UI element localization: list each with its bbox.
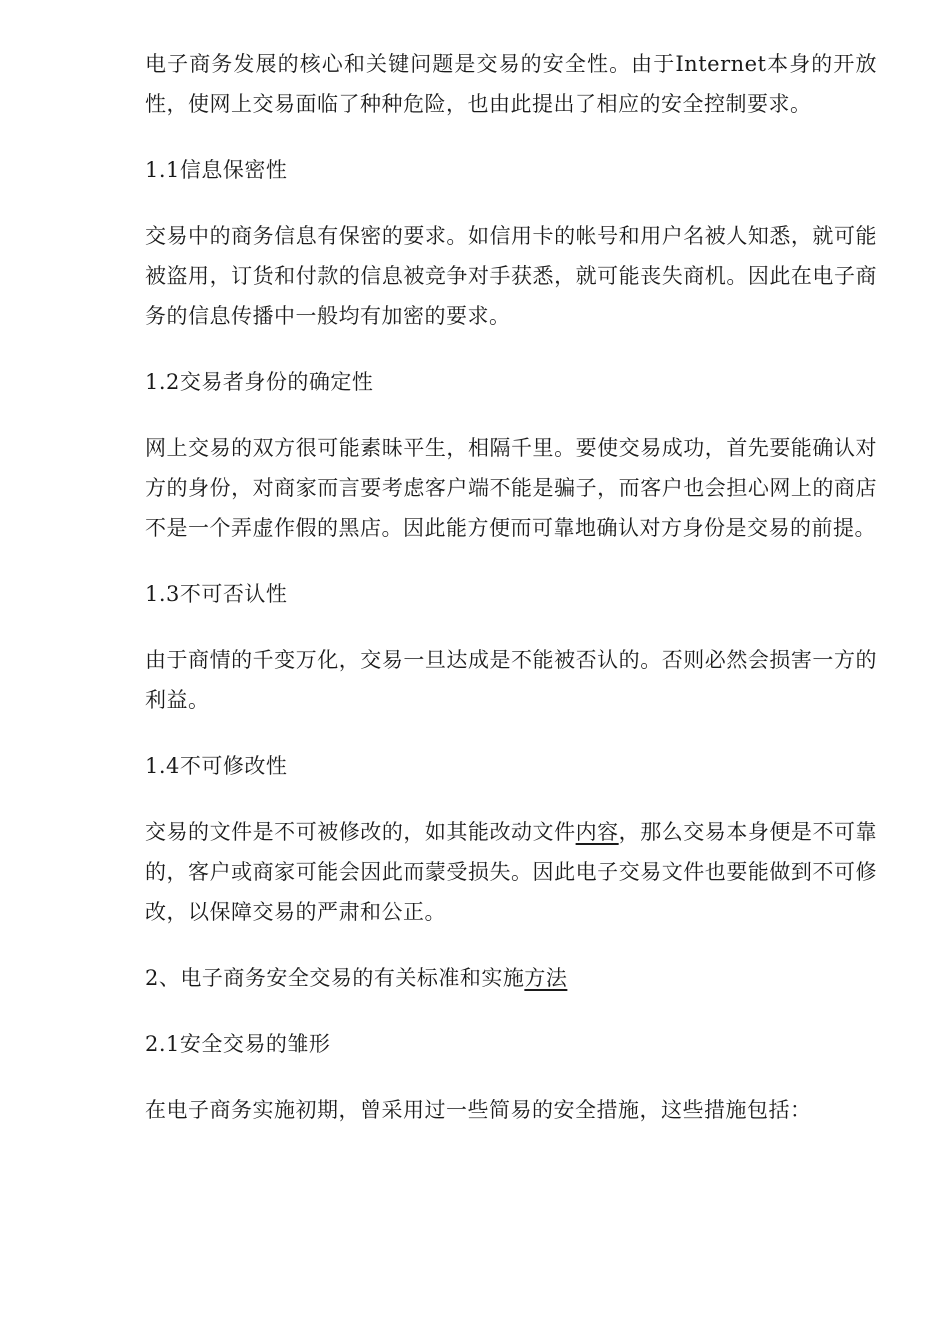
intro-paragraph: 电子商务发展的核心和关键问题是交易的安全性。由于Internet本身的开放性，使网上交易面临了种种危险，也由此提出了相应的安全控制要求。: [145, 52, 877, 116]
paragraph-1-3: 由于商情的千变万化，交易一旦达成是不能被否认的。否则必然会损害一方的利益。: [145, 648, 877, 712]
document-body: [145, 44, 877, 1130]
content-link[interactable]: 内容: [575, 820, 619, 844]
section-heading-2-1: 2.1安全交易的雏形: [145, 1032, 331, 1056]
paragraph-1-2: 网上交易的双方很可能素昧平生，相隔千里。要使交易成功，首先要能确认对方的身份，对商家而言要考虑客户端不能是骗子，而客户也会担心网上的商店不是一个弄虚作假的黑店。因此能方便而可靠地确认对方身份是交易的前提。: [145, 436, 877, 540]
section-heading-1-3: 1.3不可否认性: [145, 582, 288, 606]
section-heading-1-1: 1.1信息保密性: [145, 158, 288, 182]
paragraph-1-1: 交易中的商务信息有保密的要求。如信用卡的帐号和用户名被人知悉，就可能被盗用，订货和付款的信息被竞争对手获悉，就可能丧失商机。因此在电子商务的信息传播中一般均有加密的要求。: [145, 224, 877, 328]
paragraph-1-4-text-end: ，那么交易本身便是不可靠的，客户或商家可能会因此而蒙受损失。因此电子交易文件也要能做到不可修改，以保障交易的严肃和公正。: [145, 820, 878, 924]
section-heading-2: [145, 958, 877, 998]
paragraph-2-1: 在电子商务实施初期，曾采用过一些简易的安全措施，这些措施包括：: [145, 1098, 812, 1122]
section-heading-2-text: 2、电子商务安全交易的有关标准和实施: [145, 966, 525, 990]
paragraph-1-4: [145, 812, 877, 932]
method-link[interactable]: 方法: [524, 966, 568, 990]
section-heading-1-4: 1.4不可修改性: [145, 754, 288, 778]
paragraph-1-4-text-start: 交易的文件是不可被修改的，如其能改动文件: [145, 820, 576, 844]
section-heading-1-2: 1.2交易者身份的确定性: [145, 370, 374, 394]
